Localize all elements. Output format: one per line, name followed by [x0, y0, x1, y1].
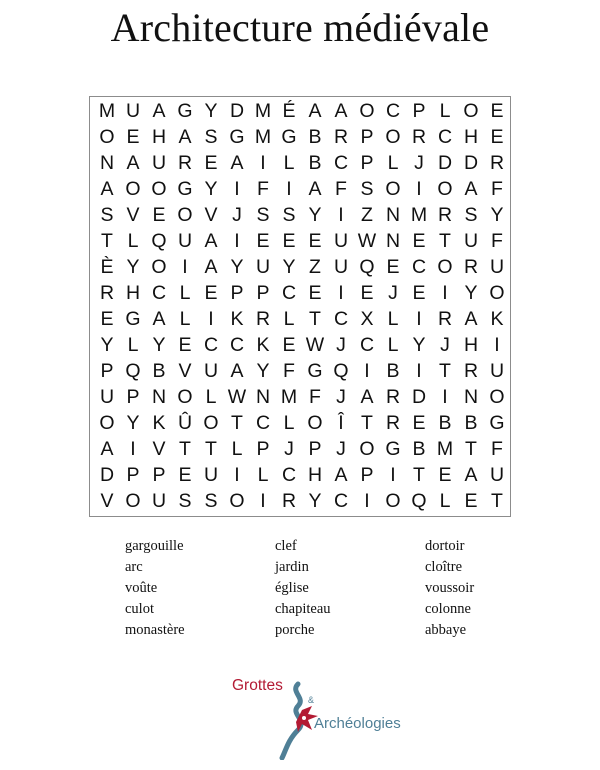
- grid-cell: T: [465, 438, 477, 460]
- grid-cell: N: [385, 204, 401, 226]
- grid-cell: L: [179, 282, 191, 304]
- grid-cell: A: [308, 178, 322, 200]
- grid-cell: C: [229, 334, 245, 356]
- word-list-item: clef: [275, 538, 297, 554]
- grid-cell: S: [204, 126, 218, 148]
- grid-cell: I: [364, 490, 370, 512]
- grid-cell: Y: [126, 412, 140, 434]
- word-list-item: arc: [125, 559, 143, 575]
- grid-cell: U: [203, 464, 219, 486]
- grid-cell: L: [283, 412, 295, 434]
- grid-cell: K: [490, 308, 504, 330]
- grid-cell: P: [230, 282, 244, 304]
- grid-cell: B: [412, 438, 426, 460]
- grid-cell: L: [387, 334, 399, 356]
- grid-cell: R: [281, 490, 297, 512]
- grid-cell: I: [234, 464, 240, 486]
- grid-cell: A: [126, 152, 140, 174]
- grid-cell: A: [464, 178, 478, 200]
- grid-cell: I: [286, 178, 292, 200]
- grid-cell: F: [257, 178, 269, 200]
- grid-cell: O: [489, 386, 505, 408]
- grid-cell: Y: [282, 256, 296, 278]
- grid-cell: D: [437, 152, 453, 174]
- grid-cell: E: [490, 100, 504, 122]
- grid-cell: E: [204, 152, 218, 174]
- grid-cell: O: [437, 178, 453, 200]
- grid-cell: C: [281, 464, 297, 486]
- grid-cell: Y: [126, 256, 140, 278]
- grid-cell: C: [281, 282, 297, 304]
- grid-cell: R: [411, 126, 427, 148]
- grid-cell: O: [203, 412, 219, 434]
- grid-cell: Y: [308, 490, 322, 512]
- grid-cell: B: [464, 412, 478, 434]
- grid-cell: O: [385, 126, 401, 148]
- grid-cell: G: [385, 438, 401, 460]
- grid-cell: P: [360, 126, 374, 148]
- word-list-item: cloître: [425, 559, 463, 575]
- grid-cell: F: [491, 178, 503, 200]
- grid-cell: B: [308, 126, 322, 148]
- grid-cell: Q: [151, 230, 167, 252]
- grid-cell: D: [99, 464, 115, 486]
- grid-cell: O: [99, 126, 115, 148]
- grid-cell: I: [208, 308, 214, 330]
- grid-cell: F: [491, 230, 503, 252]
- grid-cell: V: [152, 438, 166, 460]
- grid-cell: U: [177, 230, 193, 252]
- grid-cell: U: [333, 230, 349, 252]
- grid-cell: Û: [177, 412, 193, 434]
- grid-cell: U: [203, 360, 219, 382]
- word-list-item: jardin: [275, 559, 309, 575]
- grid-cell: I: [416, 308, 422, 330]
- grid-cell: F: [335, 178, 347, 200]
- grid-cell: N: [151, 386, 167, 408]
- grid-cell: R: [385, 386, 401, 408]
- grid-cell: L: [127, 334, 139, 356]
- grid-cell: R: [437, 308, 453, 330]
- grid-cell: Y: [412, 334, 426, 356]
- word-list-item: voûte: [125, 580, 158, 596]
- grid-cell: V: [204, 204, 218, 226]
- grid-cell: H: [151, 126, 167, 148]
- grid-cell: Y: [204, 100, 218, 122]
- grid-cell: R: [437, 204, 453, 226]
- grid-cell: C: [333, 308, 349, 330]
- grid-cell: R: [333, 126, 349, 148]
- grid-cell: A: [100, 178, 114, 200]
- grid-cell: Î: [338, 412, 344, 434]
- grid-cell: C: [203, 334, 219, 356]
- grid-cell: T: [491, 490, 503, 512]
- grid-cell: E: [360, 282, 374, 304]
- grid-cell: G: [281, 126, 297, 148]
- logo-text-grottes: Grottes: [232, 677, 283, 694]
- grid-cell: V: [126, 204, 140, 226]
- grid-cell: Q: [125, 360, 141, 382]
- grid-cell: Y: [256, 360, 270, 382]
- grid-cell: R: [177, 152, 193, 174]
- grid-cell: T: [101, 230, 113, 252]
- grid-cell: M: [410, 204, 428, 226]
- grid-cell: A: [204, 230, 218, 252]
- grid-cell: I: [442, 386, 448, 408]
- grid-cell: S: [464, 204, 478, 226]
- word-list-item: abbaye: [425, 622, 467, 638]
- grid-cell: F: [309, 386, 321, 408]
- grid-cell: T: [361, 412, 373, 434]
- grid-cell: E: [308, 230, 322, 252]
- grid-cell: I: [182, 256, 188, 278]
- grid-cell: J: [336, 438, 346, 460]
- grid-cell: Y: [230, 256, 244, 278]
- grid-cell: C: [385, 100, 401, 122]
- grid-cell: V: [178, 360, 192, 382]
- grid-cell: U: [489, 256, 505, 278]
- grid-cell: O: [99, 412, 115, 434]
- grid-cell: O: [359, 438, 375, 460]
- grid-cell: O: [307, 412, 323, 434]
- grid-cell: J: [440, 334, 450, 356]
- word-list-item: gargouille: [125, 538, 184, 554]
- grid-cell: G: [307, 360, 323, 382]
- grid-cell: J: [414, 152, 424, 174]
- grid-cell: D: [411, 386, 427, 408]
- grid-cell: L: [257, 464, 269, 486]
- grid-cell: I: [416, 360, 422, 382]
- grid-cell: T: [231, 412, 243, 434]
- grid-cell: I: [130, 438, 136, 460]
- grid-cell: P: [126, 464, 140, 486]
- grid-cell: F: [283, 360, 295, 382]
- grid-cell: S: [178, 490, 192, 512]
- grid-cell: L: [231, 438, 243, 460]
- grid-cell: W: [227, 386, 247, 408]
- grid-cell: P: [360, 464, 374, 486]
- grid-cell: K: [256, 334, 270, 356]
- grid-cell: J: [336, 386, 346, 408]
- grid-cell: L: [205, 386, 217, 408]
- grid-cell: I: [260, 490, 266, 512]
- grid-cell: E: [412, 282, 426, 304]
- grid-cell: E: [412, 230, 426, 252]
- grid-cell: I: [494, 334, 500, 356]
- grid-cell: L: [283, 308, 295, 330]
- grid-cell: G: [125, 308, 141, 330]
- grid-cell: A: [464, 464, 478, 486]
- grid-cell: G: [177, 178, 193, 200]
- grid-cell: T: [309, 308, 321, 330]
- grid-cell: E: [152, 204, 166, 226]
- word-list-item: voussoir: [425, 580, 475, 596]
- grid-cell: M: [280, 386, 298, 408]
- grid-cell: R: [489, 152, 505, 174]
- grid-cell: E: [386, 256, 400, 278]
- grid-cell: I: [338, 204, 344, 226]
- grid-cell: Y: [204, 178, 218, 200]
- word-search-grid: [94, 98, 510, 514]
- grid-cell: C: [151, 282, 167, 304]
- grid-cell: L: [283, 152, 295, 174]
- grid-cell: P: [308, 438, 322, 460]
- grid-cell: O: [177, 204, 193, 226]
- word-list-item: chapiteau: [275, 601, 331, 617]
- grid-cell: E: [282, 230, 296, 252]
- grid-cell: H: [125, 282, 141, 304]
- grid-cell: E: [282, 334, 296, 356]
- grid-cell: Z: [309, 256, 321, 278]
- grid-cell: U: [151, 152, 167, 174]
- grid-cell: B: [308, 152, 322, 174]
- grid-cell: O: [385, 178, 401, 200]
- grid-cell: E: [126, 126, 140, 148]
- grid-cell: Y: [464, 282, 478, 304]
- grid-cell: H: [463, 126, 479, 148]
- grid-cell: I: [416, 178, 422, 200]
- grid-cell: I: [390, 464, 396, 486]
- grid-cell: A: [230, 360, 244, 382]
- logo-text-archeologies: Archéologies: [314, 715, 401, 732]
- grid-cell: L: [387, 152, 399, 174]
- grid-cell: R: [255, 308, 271, 330]
- grid-cell: U: [463, 230, 479, 252]
- grid-cell: C: [437, 126, 453, 148]
- grid-cell: L: [439, 100, 451, 122]
- grid-cell: O: [125, 178, 141, 200]
- grid-cell: A: [152, 100, 166, 122]
- grid-cell: T: [205, 438, 217, 460]
- grid-cell: E: [438, 464, 452, 486]
- grid-cell: M: [254, 100, 272, 122]
- grid-cell: N: [385, 230, 401, 252]
- grid-cell: U: [255, 256, 271, 278]
- grid-cell: Y: [308, 204, 322, 226]
- grid-cell: A: [152, 308, 166, 330]
- grid-cell: R: [385, 412, 401, 434]
- grid-cell: L: [179, 308, 191, 330]
- grid-cell: H: [463, 334, 479, 356]
- grid-cell: E: [412, 412, 426, 434]
- word-list-item: monastère: [125, 622, 185, 638]
- grid-cell: O: [437, 256, 453, 278]
- grid-cell: G: [177, 100, 193, 122]
- grid-cell: N: [99, 152, 115, 174]
- page-title: Architecture médiévale: [110, 5, 490, 50]
- grid-cell: C: [333, 152, 349, 174]
- grid-cell: S: [204, 490, 218, 512]
- grid-cell: O: [151, 256, 167, 278]
- grid-cell: E: [256, 230, 270, 252]
- grid-cell: E: [100, 308, 114, 330]
- grid-cell: É: [282, 100, 296, 122]
- grid-cell: C: [411, 256, 427, 278]
- grid-cell: U: [99, 386, 115, 408]
- grid-cell: S: [282, 204, 296, 226]
- grid-cell: W: [357, 230, 377, 252]
- word-list-item: dortoir: [425, 538, 465, 554]
- grid-cell: J: [336, 334, 346, 356]
- grid-cell: L: [127, 230, 139, 252]
- grid-cell: A: [334, 464, 348, 486]
- grid-cell: T: [413, 464, 425, 486]
- grid-cell: G: [489, 412, 505, 434]
- grid-cell: J: [388, 282, 398, 304]
- grid-cell: Y: [490, 204, 504, 226]
- grid-cell: W: [305, 334, 325, 356]
- grid-cell: P: [100, 360, 114, 382]
- grid-cell: P: [126, 386, 140, 408]
- grid-cell: H: [307, 464, 323, 486]
- grid-cell: I: [364, 360, 370, 382]
- grid-cell: M: [98, 100, 116, 122]
- grid-cell: C: [255, 412, 271, 434]
- grid-cell: O: [489, 282, 505, 304]
- grid-cell: L: [387, 308, 399, 330]
- grid-cell: U: [151, 490, 167, 512]
- grid-cell: A: [178, 126, 192, 148]
- grid-cell: T: [439, 360, 451, 382]
- grid-cell: I: [442, 282, 448, 304]
- grid-cell: G: [229, 126, 245, 148]
- grid-cell: B: [386, 360, 400, 382]
- grid-cell: E: [178, 464, 192, 486]
- logo: [228, 672, 418, 762]
- grid-cell: B: [152, 360, 166, 382]
- grid-cell: D: [463, 152, 479, 174]
- grid-cell: E: [464, 490, 478, 512]
- grid-cell: Q: [411, 490, 427, 512]
- grid-cell: R: [99, 282, 115, 304]
- grid-cell: C: [359, 334, 375, 356]
- grid-cell: P: [152, 464, 166, 486]
- grid-cell: N: [463, 386, 479, 408]
- grid-cell: U: [125, 100, 141, 122]
- word-list-item: porche: [275, 622, 315, 638]
- grid-cell: A: [100, 438, 114, 460]
- grid-cell: I: [260, 152, 266, 174]
- grid-cell: S: [256, 204, 270, 226]
- grid-cell: L: [439, 490, 451, 512]
- grid-cell: K: [152, 412, 166, 434]
- grid-cell: M: [254, 126, 272, 148]
- word-list-item: église: [275, 580, 309, 596]
- grid-cell: A: [204, 256, 218, 278]
- grid-cell: R: [463, 360, 479, 382]
- grid-cell: Y: [152, 334, 166, 356]
- grid-cell: V: [100, 490, 114, 512]
- grid-cell: U: [333, 256, 349, 278]
- grid-cell: M: [436, 438, 454, 460]
- grid-cell: U: [489, 464, 505, 486]
- grid-cell: F: [491, 438, 503, 460]
- grid-cell: T: [179, 438, 191, 460]
- grid-cell: A: [230, 152, 244, 174]
- grid-cell: A: [464, 308, 478, 330]
- grid-cell: O: [463, 100, 479, 122]
- grid-cell: Y: [100, 334, 114, 356]
- grid-cell: A: [334, 100, 348, 122]
- word-list: [125, 536, 575, 641]
- grid-cell: E: [204, 282, 218, 304]
- grid-cell: J: [232, 204, 242, 226]
- grid-cell: O: [385, 490, 401, 512]
- grid-cell: E: [178, 334, 192, 356]
- grid-cell: E: [308, 282, 322, 304]
- grid-cell: A: [360, 386, 374, 408]
- grid-cell: D: [229, 100, 245, 122]
- grid-cell: X: [360, 308, 374, 330]
- word-list-item: culot: [125, 601, 154, 617]
- grid-cell: J: [284, 438, 294, 460]
- grid-cell: I: [234, 178, 240, 200]
- grid-cell: K: [230, 308, 244, 330]
- grid-cell: O: [229, 490, 245, 512]
- grid-cell: C: [333, 490, 349, 512]
- grid-cell: E: [490, 126, 504, 148]
- grid-cell: S: [360, 178, 374, 200]
- word-list-item: colonne: [425, 601, 471, 617]
- grid-cell: P: [256, 438, 270, 460]
- grid-cell: P: [360, 152, 374, 174]
- grid-cell: A: [308, 100, 322, 122]
- grid-cell: T: [439, 230, 451, 252]
- grid-cell: U: [489, 360, 505, 382]
- grid-cell: P: [256, 282, 270, 304]
- grid-cell: N: [255, 386, 271, 408]
- grid-cell: I: [338, 282, 344, 304]
- logo-ampersand: &: [308, 695, 315, 705]
- grid-cell: I: [234, 230, 240, 252]
- grid-cell: O: [359, 100, 375, 122]
- grid-cell: R: [463, 256, 479, 278]
- grid-cell: È: [100, 256, 114, 278]
- grid-cell: Z: [361, 204, 373, 226]
- grid-cell: Q: [359, 256, 375, 278]
- grid-cell: S: [100, 204, 114, 226]
- grid-cell: O: [125, 490, 141, 512]
- grid-cell: B: [438, 412, 452, 434]
- grid-cell: O: [177, 386, 193, 408]
- grid-cell: P: [412, 100, 426, 122]
- grid-cell: O: [151, 178, 167, 200]
- grid-cell: Q: [333, 360, 349, 382]
